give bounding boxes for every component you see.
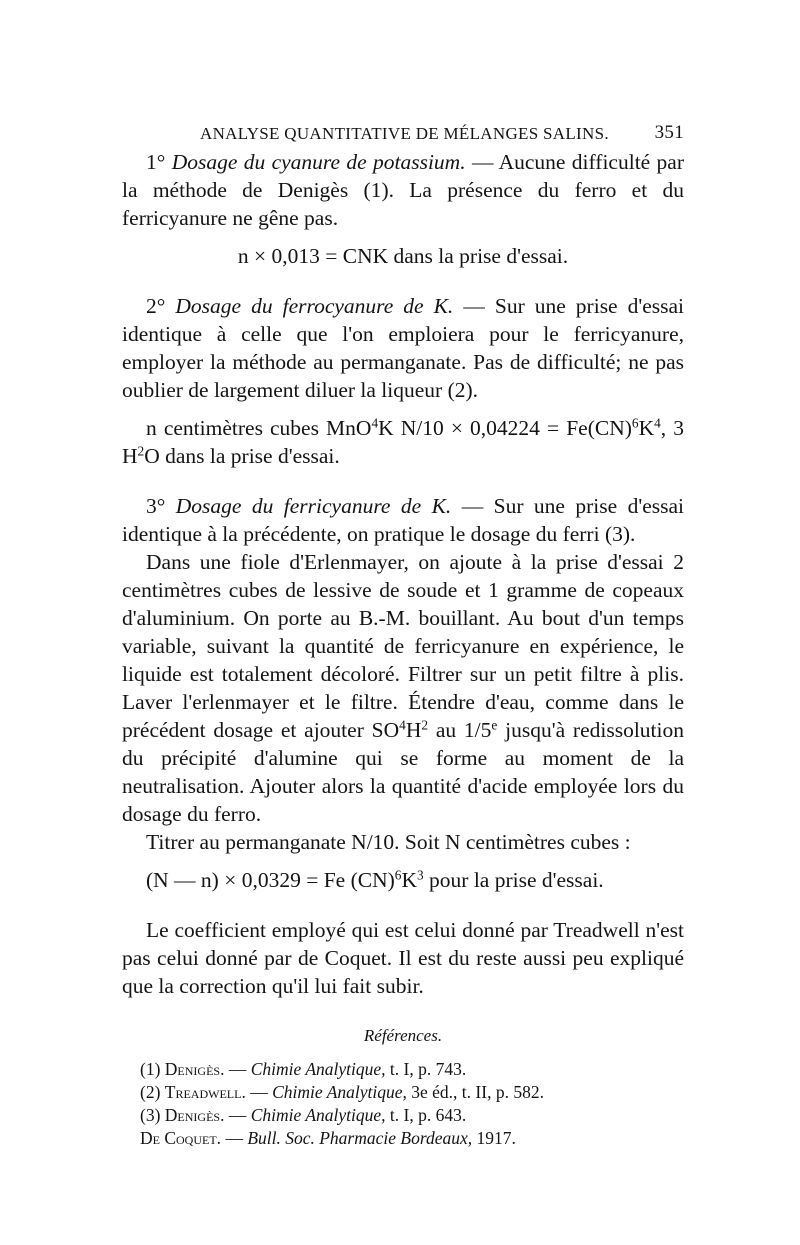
formula-part: n centimètres cubes MnO xyxy=(146,416,372,440)
section-3-heading: Dosage du ferricyanure de K. xyxy=(175,494,452,518)
formula-part: O dans la prise d'essai. xyxy=(144,444,340,468)
reference-location: t. I, p. 643. xyxy=(385,1105,467,1125)
reference-work: Bull. Soc. Pharmacie Bordeaux, xyxy=(247,1128,473,1148)
procedure-text: H xyxy=(405,718,422,742)
section-1-paragraph xyxy=(122,148,684,232)
section-3-text: — Sur une prise d'essai identique à la précédente, on pratique le dosage du ferri (3). xyxy=(122,494,685,546)
section-2-heading: Dosage du ferrocyanure de K. xyxy=(175,294,454,318)
procedure-sup: 2 xyxy=(421,717,429,733)
section-3-number: 3° xyxy=(146,494,166,518)
formula-part: (N — n) × 0,0329 = Fe (CN) xyxy=(146,868,395,892)
section-3-procedure xyxy=(122,548,684,828)
reference-item xyxy=(140,1127,684,1150)
conclusion-paragraph: Le coefficient employé qui est celui donné par Treadwell n'est pas celui donné par de Coquet. Il est du reste aussi peu expliqué que la correction qu'il lui fait subir. xyxy=(122,918,684,998)
reference-location: 3e éd., t. II, p. 582. xyxy=(406,1082,544,1102)
reference-separator: — xyxy=(224,1059,251,1079)
section-2-text: — Sur une prise d'essai identique à celle que l'on emploiera pour le ferricyanure, employer la méthode au permanganate. Pas de difficulté; ne pas oublier de largement diluer la liqueur (2). xyxy=(122,294,685,402)
reference-separator: — xyxy=(245,1082,273,1102)
formula-part: K xyxy=(401,868,417,892)
book-page xyxy=(122,118,684,1150)
reference-work: Chimie Analytique, xyxy=(272,1082,407,1102)
reference-item xyxy=(140,1081,684,1104)
formula-sup: 6 xyxy=(394,867,402,883)
formula-sup: 6 xyxy=(631,415,639,431)
references-heading: Références. xyxy=(363,1026,443,1045)
reference-number: (3) xyxy=(140,1105,161,1125)
reference-separator: — xyxy=(224,1105,251,1125)
running-title: ANALYSE QUANTITATIVE DE MÉLANGES SALINS. xyxy=(200,124,609,143)
section-2-paragraph xyxy=(122,292,684,404)
procedure-sup: e xyxy=(491,717,498,733)
reference-author: Denigès. xyxy=(164,1105,225,1125)
procedure-text: jusqu'à redissolution du précipité d'alumine qui se forme au moment de la neutralisation. Ajouter alors la quantité d'acide employée lors du dosage du ferro. xyxy=(122,718,684,826)
reference-location: 1917. xyxy=(472,1128,516,1148)
reference-number: (2) xyxy=(140,1082,161,1102)
formula-part: pour la prise d'essai. xyxy=(423,868,604,892)
reference-number: (1) xyxy=(140,1059,161,1079)
reference-author: Denigès. xyxy=(164,1059,225,1079)
section-3-paragraph xyxy=(122,492,684,548)
reference-work: Chimie Analytique, xyxy=(250,1105,386,1125)
section-3-formula xyxy=(122,866,684,894)
procedure-text: au 1/5 xyxy=(428,718,492,742)
section-1-number: 1° xyxy=(146,150,166,174)
section-2-number: 2° xyxy=(146,294,166,318)
reference-author: Treadwell. xyxy=(164,1082,246,1102)
section-1-formula: n × 0,013 = CNK dans la prise d'essai. xyxy=(237,244,569,268)
formula-part: K N/10 × 0,04224 = Fe(CN) xyxy=(378,416,632,440)
references-list xyxy=(122,1058,684,1150)
reference-separator: — xyxy=(221,1128,248,1148)
section-1-heading: Dosage du cyanure de potassium. xyxy=(171,150,466,174)
running-header xyxy=(122,118,684,148)
section-2-formula xyxy=(122,414,684,470)
formula-sup: 3 xyxy=(417,867,424,883)
reference-work: Chimie Analytique, xyxy=(250,1059,386,1079)
reference-location: t. I, p. 743. xyxy=(385,1059,467,1079)
reference-item xyxy=(140,1058,684,1081)
procedure-text: Dans une fiole d'Erlenmayer, on ajoute à la prise d'essai 2 centimètres cubes de lessive de soude et 1 gramme de copeaux d'aluminium. On porte au B.-M. bouillant. Au bout d'un temps variable, suivant la quantité de ferricyanure en expérience, le liquide est totalement décoloré. Filtrer sur un petit filtre à plis. Laver l'erlenmayer et le filtre. Étendre d'eau, comme dans le précédent dosage et ajouter SO xyxy=(122,550,684,742)
reference-item xyxy=(140,1104,684,1127)
formula-part: , 3 H xyxy=(122,416,684,468)
section-3-titration: Titrer au permanganate N/10. Soit N centimètres cubes : xyxy=(146,830,631,854)
formula-sup: 2 xyxy=(137,443,145,459)
formula-sup: 4 xyxy=(371,415,379,431)
formula-part: K xyxy=(638,416,655,440)
section-1-text: — Aucune difficulté par la méthode de Denigès (1). La présence du ferro et du ferricyanure ne gêne pas. xyxy=(122,150,685,230)
procedure-sup: 4 xyxy=(399,717,406,733)
formula-sup: 4 xyxy=(654,415,661,431)
reference-author: De Coquet. xyxy=(140,1128,222,1148)
page-number: 351 xyxy=(654,122,684,143)
